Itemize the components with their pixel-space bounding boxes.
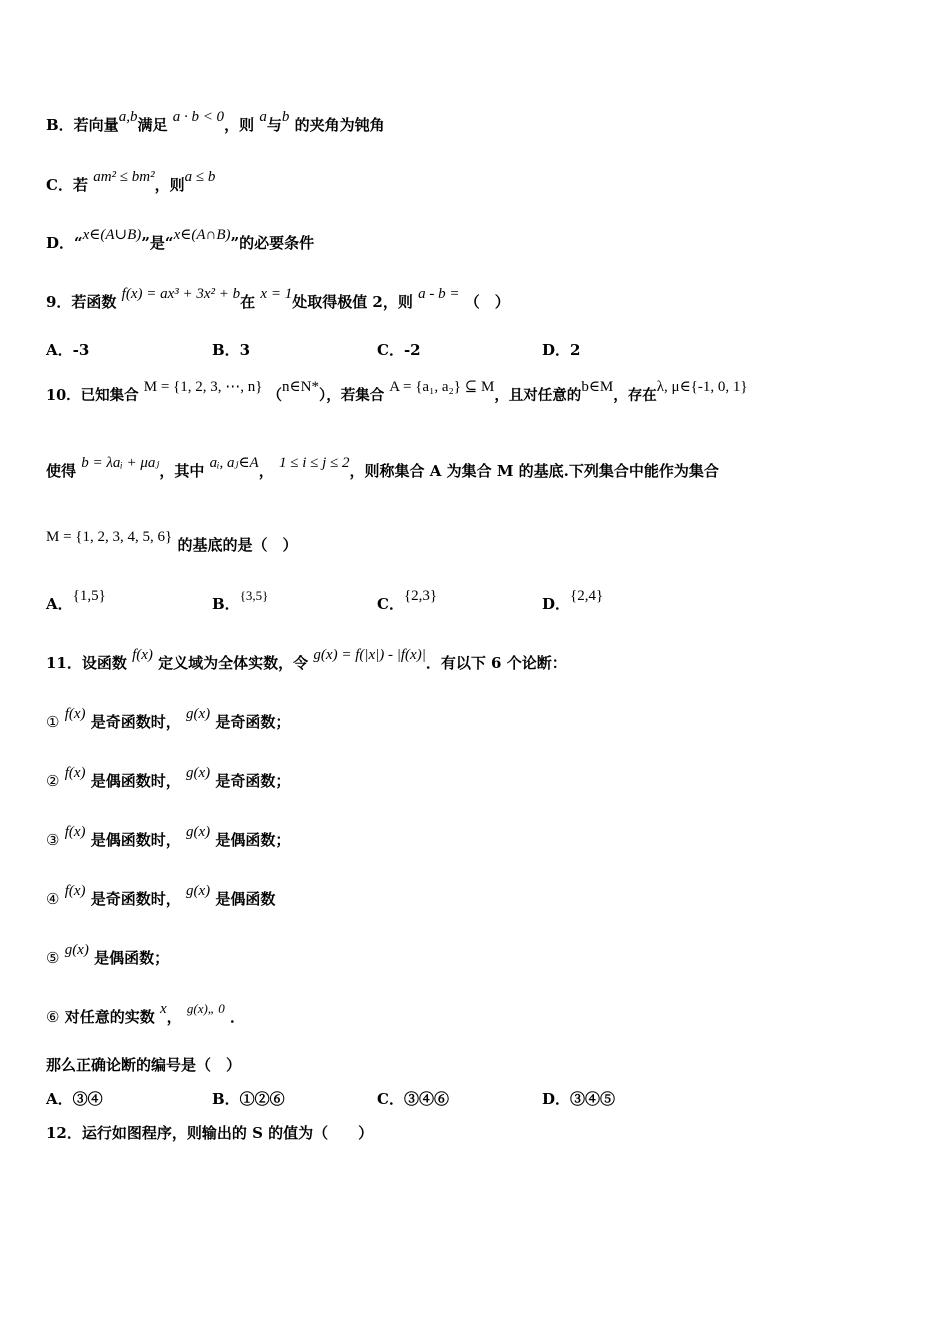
q10-math-lambda: λ, μ∈{-1, 0, 1} (656, 379, 748, 395)
q11-math-gx: g(x) = f(|x|) - |f(x)| (313, 647, 426, 663)
q11-item-3: ③ f(x) 是偶函数时， g(x) 是偶函数； (46, 824, 291, 849)
q9-option-c: C．-2 (377, 341, 421, 359)
q9-text: 9．若函数 (46, 293, 117, 311)
q10-option-c-set: {2,3} (403, 588, 438, 604)
q8d-text: D．“ (46, 234, 83, 252)
q11-ask: 那么正确论断的编号是（ ） (46, 1056, 242, 1074)
q11-item-6: ⑥ 对任意的实数 x， g(x)„ 0 ． (46, 1001, 246, 1026)
q10-text: ， (258, 462, 274, 480)
q10-text: ，其中 (159, 462, 205, 480)
q8b-math-b: b (281, 109, 290, 125)
q10-math-n: n∈N* (282, 379, 319, 395)
q8b-text: 与 (266, 116, 282, 134)
q9-option-b: B．3 (212, 341, 251, 359)
q10-math-ij: 1 ≤ i ≤ j ≤ 2 (278, 455, 350, 471)
q10-line-1 (46, 379, 748, 405)
q8b-text: 的夹角为钝角 (294, 116, 385, 134)
q10-math-set-m: M = {1, 2, 3, ⋯, n} (143, 379, 263, 395)
q11-item-2: ② f(x) 是偶函数时， g(x) 是奇函数； (46, 765, 291, 790)
q9-text: 在 (240, 293, 256, 311)
q10-math-b: b∈M (581, 379, 614, 395)
q10-option-a-set: {1,5} (72, 588, 106, 604)
q10-text: ，且对任意的 (494, 387, 582, 404)
q8d-text: ”是“ (141, 234, 174, 252)
q9-math-ab: a - b = (418, 286, 460, 302)
q10-option-d-set: {2,4} (570, 588, 604, 604)
q8b-text: ，则 (224, 116, 255, 134)
q8-option-d (46, 227, 315, 253)
q10-text: 10．已知集合 (46, 387, 139, 404)
q10-text: 使得 (46, 462, 77, 480)
q8-option-c (46, 169, 216, 195)
q10-math-b-eq: b = λaᵢ + μaⱼ (81, 455, 160, 471)
q11-text: ．有以下 6 个论断： (425, 654, 567, 672)
q10-math-set-a: A = {a₁, a₂} ⊆ M (389, 379, 495, 395)
q10-option-a: A．{1,5} (46, 588, 106, 613)
q11-text: 11．设函数 (46, 654, 127, 672)
q11-item-4: ④ f(x) 是奇函数时， g(x) 是偶函数 (46, 883, 276, 908)
q8-option-b (46, 109, 385, 135)
q9-text: 处取得极值 2，则 (292, 293, 413, 311)
q11-math-fx: f(x) (132, 647, 153, 663)
q11-stem (46, 647, 567, 673)
q9-option-a: A．-3 (46, 341, 90, 359)
q11-item-1: ① f(x) 是奇函数时， g(x) 是奇函数； (46, 706, 291, 731)
q9-stem (46, 286, 510, 312)
q11-option-a: A．③④ (46, 1090, 103, 1108)
q8b-text: B．若向量 (46, 116, 119, 134)
q10-line-3 (46, 529, 298, 555)
q11-option-c: C．③④⑥ (377, 1090, 449, 1108)
q8b-math-a: a (259, 109, 267, 125)
q8b-text: 满足 (137, 116, 168, 134)
q10-text: 的基底的是（ ） (177, 536, 298, 554)
q11-option-d: D．③④⑤ (542, 1090, 616, 1108)
q8c-math-1: am² ≤ bm² (93, 169, 155, 185)
q10-math-set-m6: M = {1, 2, 3, 4, 5, 6} (46, 529, 173, 545)
q10-option-d: D．{2,4} (542, 588, 604, 613)
q10-option-b-set: {3,5} (239, 588, 269, 603)
q8c-text: ，则 (154, 176, 185, 194)
q8d-math-2: x∈(A∩B) (173, 227, 231, 243)
q10-text: ，存在 (613, 387, 657, 404)
q8d-text: ”的必要条件 (230, 234, 315, 252)
q8c-math-2: a ≤ b (184, 169, 216, 185)
q11-option-b: B．①②⑥ (212, 1090, 285, 1108)
q9-option-d: D．2 (542, 341, 581, 359)
q10-option-b: B．{3,5} (212, 588, 269, 613)
q9-math-function: f(x) = ax³ + 3x² + b (121, 286, 241, 302)
q8b-math-vectors: a,b (118, 109, 138, 125)
q10-text: （ (267, 387, 283, 404)
q11-text: 定义域为全体实数，令 (158, 654, 309, 672)
q10-math-ai: aᵢ, aⱼ∈A (209, 455, 259, 471)
q9-math-x: x = 1 (260, 286, 293, 302)
q10-line-2 (46, 455, 719, 481)
q8b-math-dot: a · b < 0 (172, 109, 225, 125)
q8c-text: C．若 (46, 176, 88, 194)
q10-text: ），若集合 (318, 387, 385, 404)
q12-stem: 12．运行如图程序，则输出的 S 的值为（ ） (46, 1124, 374, 1142)
q11-item-5: ⑤ g(x) 是偶函数； (46, 942, 170, 967)
q10-text: ，则称集合 A 为集合 M 的基底.下列集合中能作为集合 (349, 462, 719, 480)
q8d-math-1: x∈(A∪B) (82, 227, 142, 243)
q10-option-c: C．{2,3} (377, 588, 438, 613)
q9-text: （ ） (464, 293, 510, 311)
